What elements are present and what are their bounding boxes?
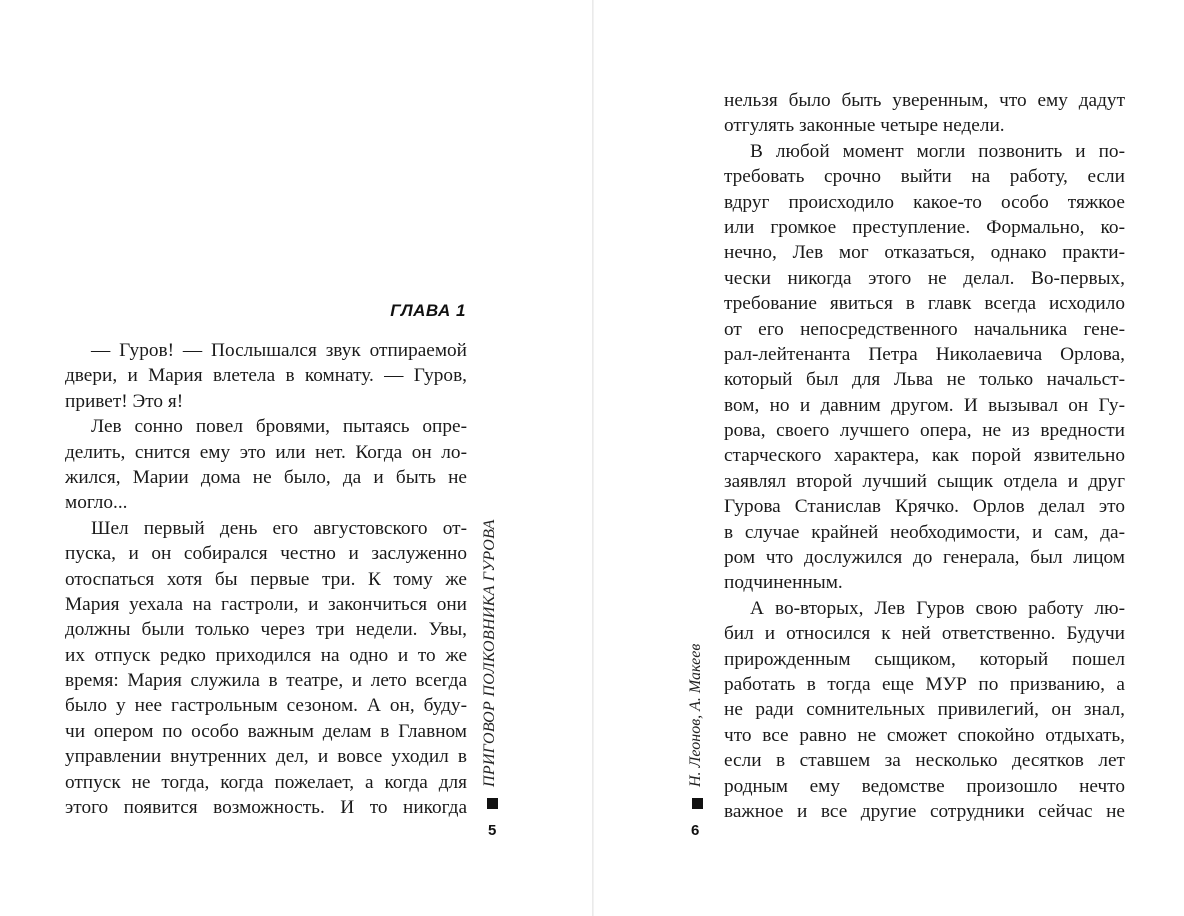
chapter-title: ГЛАВА 1 (390, 301, 466, 320)
text-line: который был для Льва не только начальст- (724, 369, 1125, 391)
text-line: ром что дослужился до генерала, был лицом (724, 547, 1125, 569)
text-line: нельзя было быть уверенным, что ему дадут (724, 90, 1125, 111)
square-marker-icon (487, 798, 498, 809)
text-line: делить, снится ему это или нет. Когда он ло- (65, 441, 467, 463)
text-line: двери, и Мария влетела в комнату. — Гуров, (65, 365, 467, 387)
text-line: в случае крайней необходимости, и сам, да- (724, 521, 1125, 543)
text-line: что все равно не сможет спокойно отдыхать, (724, 724, 1125, 746)
text-line: — Гуров! — Послышался звук отпираемой (91, 340, 467, 361)
text-line: прирожденным сыщиком, который пошел (724, 648, 1125, 670)
text-line: чи опером по особо важным делам в Главном (65, 720, 467, 742)
text-line: рова, своего лучшего опера, не из вредности (724, 420, 1125, 442)
text-line: могло... (65, 492, 128, 514)
text-line: от его непосредственного начальника генe- (724, 318, 1125, 340)
text-line: если в ставшем за несколько десятков лет (724, 750, 1125, 772)
text-line: Лев сонно повел бровями, пытаясь опре- (91, 416, 467, 438)
text-line: заявлял второй лучший сыщик отдела и друг (724, 470, 1125, 492)
text-line: требовать срочно выйти на работу, если (724, 166, 1125, 188)
text-line: А во-вторых, Лев Гуров свою работу лю- (750, 597, 1125, 619)
text-line: рал-лейтенанта Петра Николаевича Орлова, (724, 343, 1125, 365)
text-line: не ради сомнительных привилегий, он знал, (724, 699, 1125, 721)
text-line: Гурова Станислав Крячко. Орлов делал это (724, 496, 1125, 518)
text-line: было у нее гастрольным сезоном. А он, буду- (65, 695, 467, 717)
square-marker-icon (692, 798, 703, 809)
page-number-left: 5 (488, 822, 497, 839)
text-line: отоспаться хотя бы первые три. К тому же (65, 568, 467, 590)
text-line: чески никогда этого не делал. Во-первых, (724, 267, 1125, 289)
text-line: привет! Это я! (65, 390, 184, 412)
text-line: время: Мария служила в театре, и лето всегда (65, 670, 467, 692)
page-gutter (592, 0, 594, 916)
text-line: этого появится возможность. И то никогда (65, 797, 467, 819)
text-line: нечно, Лев мог отказаться, однако практи- (724, 242, 1125, 264)
text-line: родным ему ведомстве произошло нечто (724, 775, 1125, 797)
page-number-right: 6 (691, 822, 700, 839)
running-head-authors: Н. Леонов, А. Макеев (687, 643, 704, 787)
text-line: важное и все другие сотрудники сейчас не (724, 800, 1125, 822)
text-line: их отпуск редко приходился на одно и то же (65, 644, 467, 666)
text-line: жился, Марии дома не было, да и быть не (65, 466, 467, 488)
running-head-book-title: ПРИГОВОР ПОЛКОВНИКА ГУРОВА (481, 519, 498, 787)
text-line: Мария уехала на гастроли, и закончиться они (65, 593, 467, 615)
text-line: отпуск не тогда, когда пожелает, а когда для (65, 771, 467, 793)
text-line: бил и относился к ней ответственно. Будучи (724, 623, 1125, 645)
text-line: управлении внутренних дел, и вовсе уходил в (65, 746, 467, 768)
text-line: В любой момент могли позвонить и по- (750, 140, 1125, 162)
right-page-text (724, 88, 1125, 824)
text-line: отгулять законные четыре недели. (724, 115, 1005, 137)
text-line: должны были только через три недели. Увы, (65, 619, 467, 641)
text-line: вом, но и давним другом. И вызывал он Гу- (724, 394, 1125, 416)
text-line: подчиненным. (724, 572, 843, 594)
text-line: пуска, и он собирался честно и заслуженно (65, 543, 467, 565)
text-line: работать в тогда еще МУР по призванию, а (724, 673, 1125, 695)
text-line: Шел первый день его августовского от- (91, 517, 467, 539)
left-page-text (65, 338, 467, 820)
text-line: или громкое преступление. Формально, ко- (724, 216, 1125, 238)
text-line: старческого характера, как порой язвительно (724, 445, 1125, 467)
text-line: требование явиться в главк всегда исходило (724, 293, 1125, 315)
text-line: вдруг происходило какое-то особо тяжкое (724, 191, 1125, 213)
